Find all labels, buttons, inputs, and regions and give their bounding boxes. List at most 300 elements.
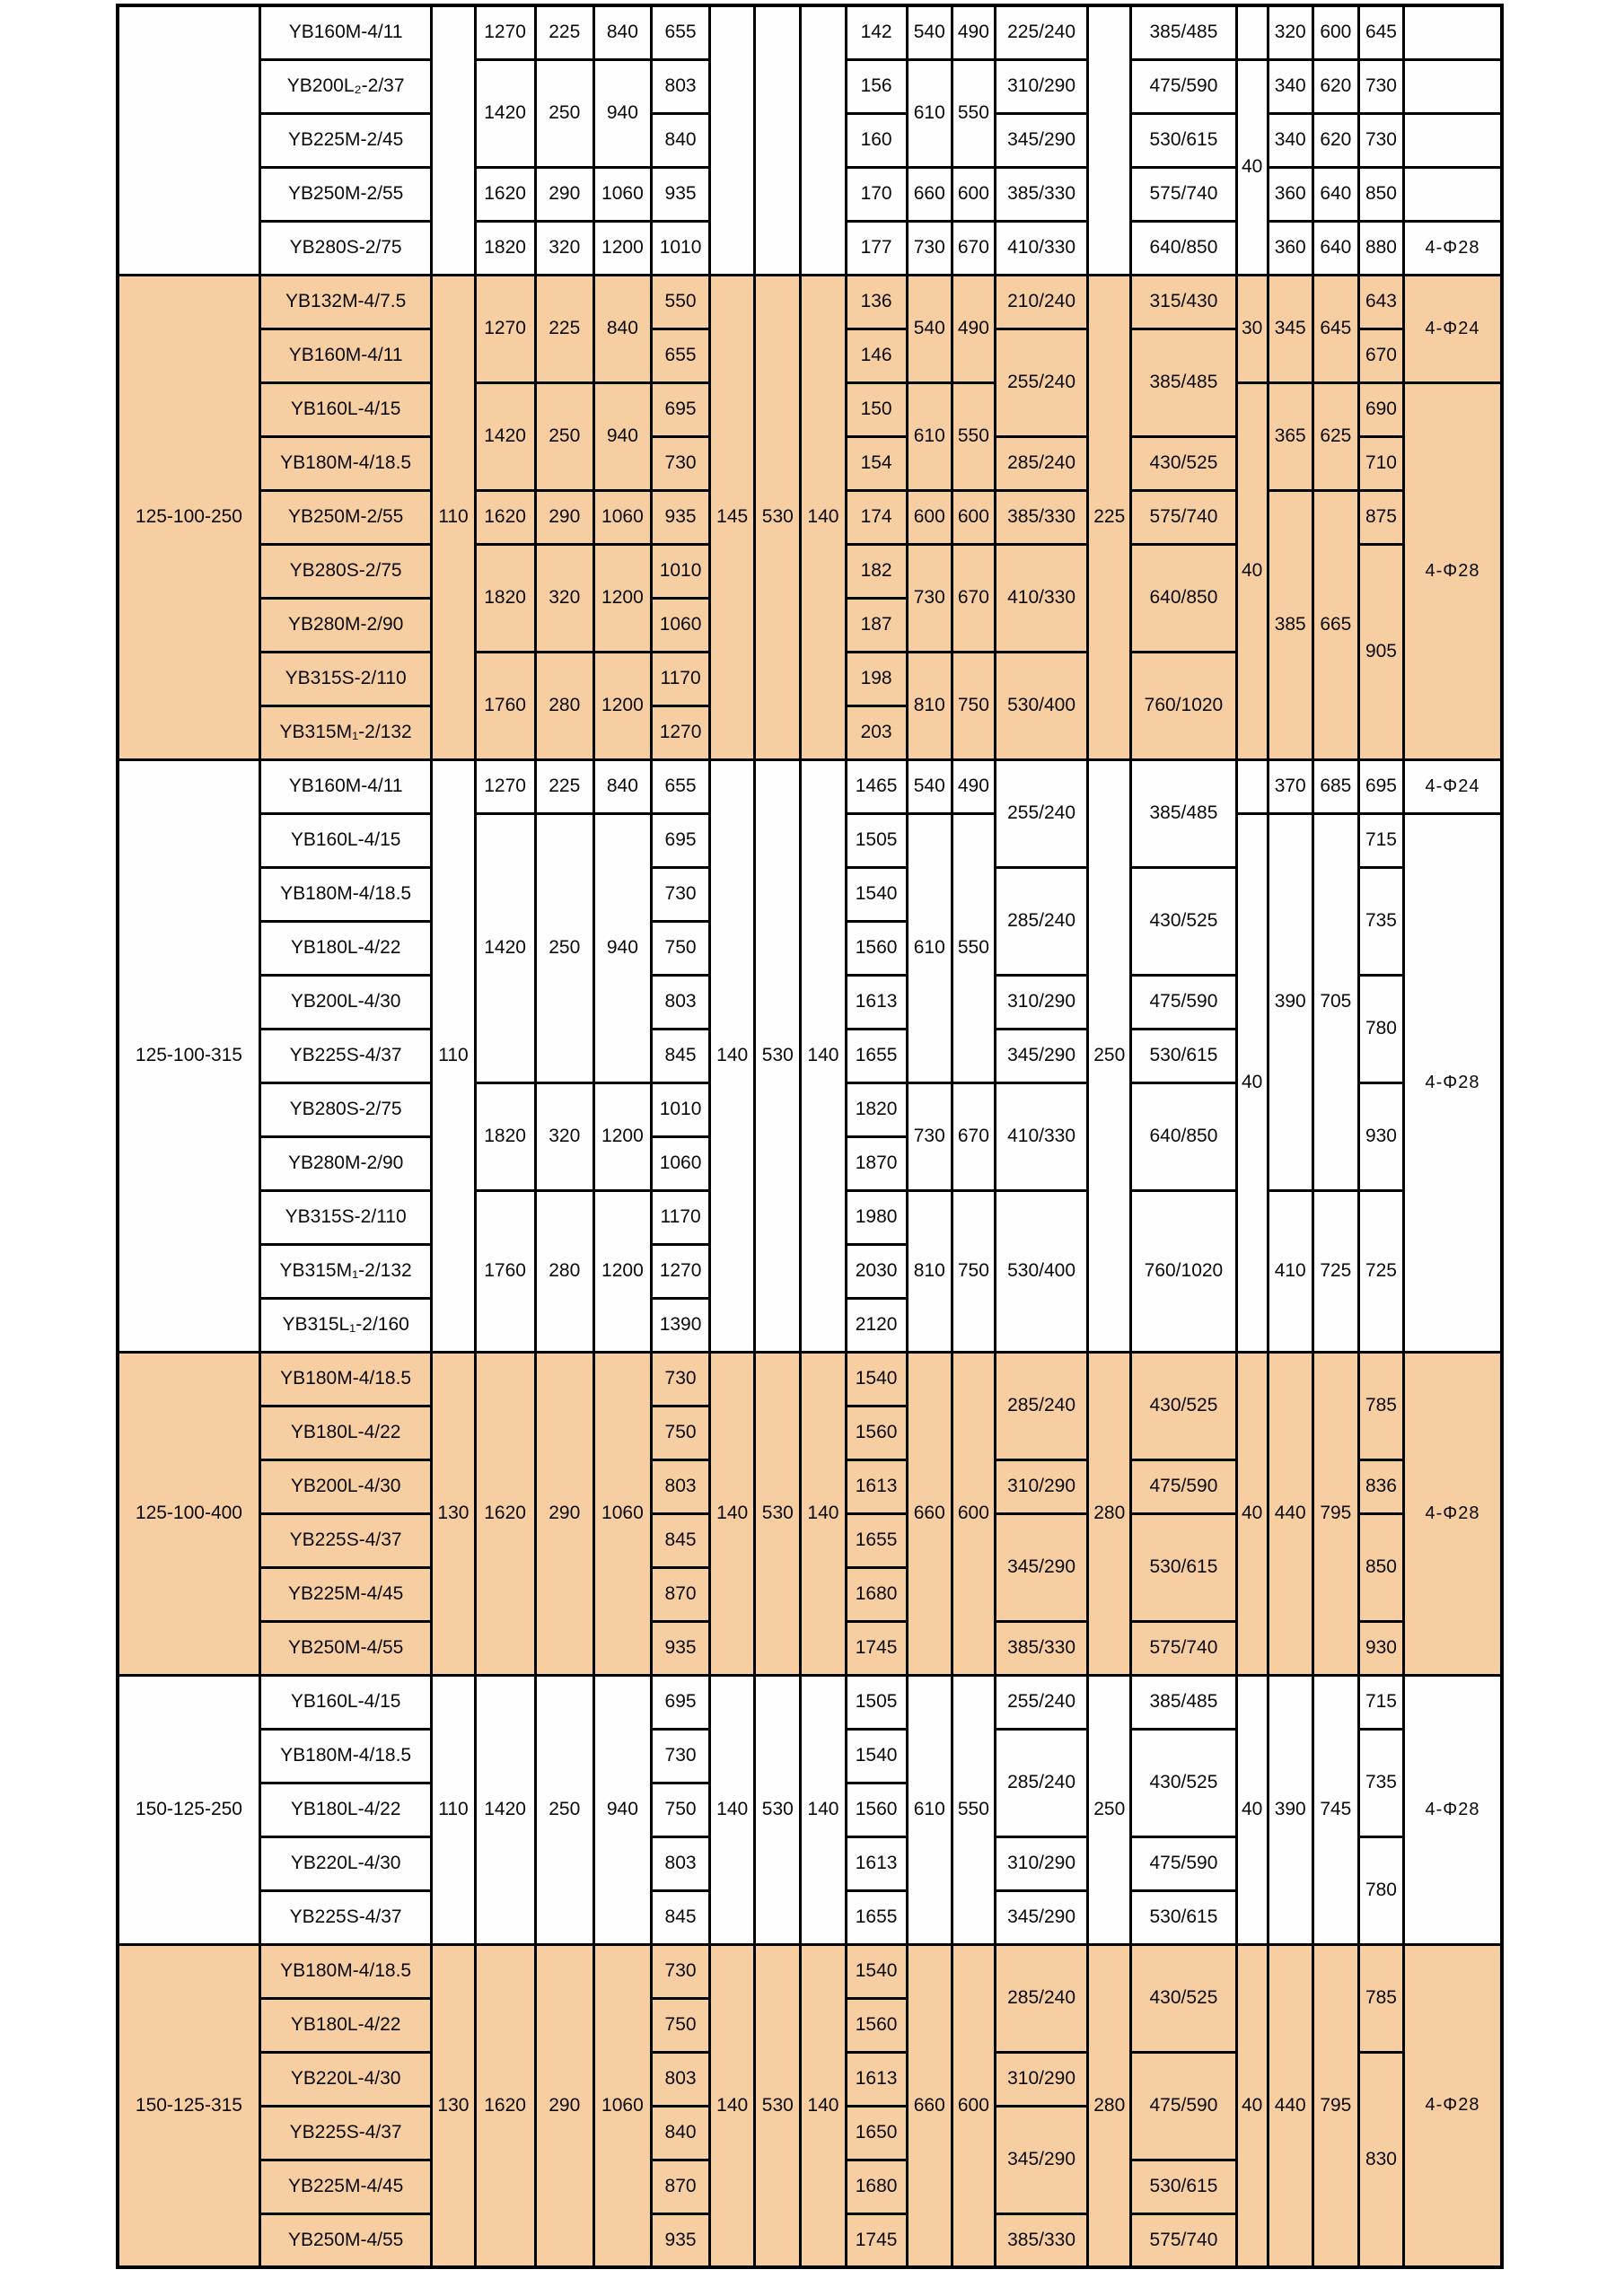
cell-dim-d1: 660 <box>907 1944 952 2267</box>
cell-flange-in: 345/290 <box>995 2106 1087 2213</box>
cell-dim-a2: 725 <box>1312 1190 1358 1352</box>
cell-weight: 1505 <box>846 813 907 867</box>
cell-motor-model: YB180L-4/22 <box>259 1406 431 1459</box>
cell-dim-d1: 540 <box>907 5 952 59</box>
cell-flange-out: 575/740 <box>1131 1621 1236 1675</box>
cell-dim-a3: 780 <box>1358 1836 1403 1944</box>
cell-dim-w: 1270 <box>651 705 709 759</box>
cell-dim-w: 1060 <box>651 598 709 652</box>
cell-bolt-spec: 4-Φ24 <box>1404 759 1502 813</box>
cell-dim-a2: 625 <box>1312 382 1358 490</box>
cell-flange-out: 315/430 <box>1131 275 1236 329</box>
cell-dim-a3: 730 <box>1358 113 1403 167</box>
cell-dim-q: 40 <box>1236 1944 1268 2267</box>
cell-motor-model: YB180M-4/18.5 <box>259 1352 431 1406</box>
cell-dim-a2: 665 <box>1312 490 1358 759</box>
cell-dim-a1: 440 <box>1268 1352 1312 1675</box>
cell-dim-h: 1200 <box>593 221 651 275</box>
cell-dim-b: 280 <box>535 652 593 759</box>
cell-dim-a3: 785 <box>1358 1352 1403 1459</box>
cell-dim-a1: 370 <box>1268 759 1312 813</box>
cell-bolt-spec: 4-Φ28 <box>1404 813 1502 1352</box>
cell-weight: 1820 <box>846 1082 907 1136</box>
cell-dim-w: 1010 <box>651 544 709 598</box>
cell-dim-q: 40 <box>1236 1675 1268 1944</box>
cell-dim-a2: 620 <box>1312 59 1358 113</box>
cell-dim-a2: 795 <box>1312 1944 1358 2267</box>
cell-dim-b: 290 <box>535 490 593 544</box>
cell-dim-w: 840 <box>651 113 709 167</box>
cell-dim-b: 250 <box>535 1675 593 1944</box>
cell-motor-model: YB225M-4/45 <box>259 2160 431 2213</box>
cell-dim-n <box>432 5 475 275</box>
cell-weight: 1680 <box>846 2160 907 2213</box>
cell-weight: 136 <box>846 275 907 329</box>
table-row <box>118 1675 1502 1729</box>
cell-dim-w: 655 <box>651 329 709 382</box>
cell-dim-a1: 390 <box>1268 1675 1312 1944</box>
cell-flange-in: 255/240 <box>995 329 1087 436</box>
cell-dim-d2: 550 <box>952 813 995 1082</box>
cell-flange-in: 310/290 <box>995 59 1087 113</box>
cell-dim-d2: 600 <box>952 490 995 544</box>
cell-motor-model: YB160M-4/11 <box>259 329 431 382</box>
cell-flange-out: 475/590 <box>1131 2052 1236 2160</box>
cell-motor-model: YB280S-2/75 <box>259 544 431 598</box>
cell-flange-in: 310/290 <box>995 1459 1087 1513</box>
cell-dim-a3: 930 <box>1358 1621 1403 1675</box>
cell-weight: 156 <box>846 59 907 113</box>
cell-weight: 1655 <box>846 1029 907 1082</box>
cell-dim-b: 225 <box>535 759 593 813</box>
cell-motor-model: YB160M-4/11 <box>259 5 431 59</box>
cell-weight: 203 <box>846 705 907 759</box>
cell-motor-model: YB160L-4/15 <box>259 1675 431 1729</box>
cell-dim-a3: 725 <box>1358 1190 1403 1352</box>
cell-dim-w: 935 <box>651 1621 709 1675</box>
cell-dim-q: 40 <box>1236 1352 1268 1675</box>
cell-dim-a1: 410 <box>1268 1190 1312 1352</box>
cell-dim-a3: 735 <box>1358 867 1403 975</box>
cell-dim-t: 250 <box>1088 759 1131 1352</box>
cell-flange-out: 475/590 <box>1131 1459 1236 1513</box>
cell-dim-h: 1060 <box>593 1944 651 2267</box>
cell-dim-a3: 785 <box>1358 1944 1403 2052</box>
cell-dim-n: 110 <box>432 759 475 1352</box>
cell-dim-q <box>1236 5 1268 59</box>
cell-bolt-spec: 4-Φ28 <box>1404 1352 1502 1675</box>
cell-dim-a3: 905 <box>1358 544 1403 759</box>
cell-flange-out: 430/525 <box>1131 1944 1236 2052</box>
cell-flange-out: 430/525 <box>1131 867 1236 975</box>
cell-motor-model: YB250M-2/55 <box>259 490 431 544</box>
cell-dim-h: 940 <box>593 1675 651 1944</box>
cell-dim-h: 840 <box>593 759 651 813</box>
cell-dim-t: 280 <box>1088 1944 1131 2267</box>
cell-dim-l: 1620 <box>475 1352 535 1675</box>
cell-bolt-spec <box>1404 5 1502 59</box>
cell-dim-a1: 390 <box>1268 813 1312 1190</box>
cell-dim-m2: 530 <box>755 1352 801 1675</box>
cell-weight: 142 <box>846 5 907 59</box>
cell-motor-model: YB160M-4/11 <box>259 759 431 813</box>
cell-dim-a1: 385 <box>1268 490 1312 759</box>
cell-dim-b: 290 <box>535 167 593 221</box>
cell-weight: 1613 <box>846 1836 907 1890</box>
cell-dim-a3: 730 <box>1358 59 1403 113</box>
cell-dim-a1: 360 <box>1268 167 1312 221</box>
cell-flange-out: 475/590 <box>1131 1836 1236 1890</box>
cell-dim-a3: 836 <box>1358 1459 1403 1513</box>
cell-flange-in: 385/330 <box>995 490 1087 544</box>
cell-weight: 1465 <box>846 759 907 813</box>
cell-flange-in: 345/290 <box>995 1513 1087 1621</box>
cell-dim-h: 840 <box>593 5 651 59</box>
cell-weight: 1540 <box>846 1352 907 1406</box>
cell-weight: 1745 <box>846 1621 907 1675</box>
cell-flange-in: 530/400 <box>995 1190 1087 1352</box>
cell-pump-size: 125-100-250 <box>118 275 259 759</box>
pump-spec-table <box>116 4 1504 2269</box>
cell-dim-d1: 730 <box>907 1082 952 1190</box>
cell-motor-model: YB200L-4/30 <box>259 975 431 1029</box>
cell-dim-w: 935 <box>651 167 709 221</box>
cell-flange-out: 760/1020 <box>1131 652 1236 759</box>
cell-flange-in: 225/240 <box>995 5 1087 59</box>
cell-dim-d2: 600 <box>952 1352 995 1675</box>
cell-weight: 1613 <box>846 2052 907 2106</box>
cell-dim-a1: 360 <box>1268 221 1312 275</box>
cell-motor-model: YB250M-4/55 <box>259 2213 431 2267</box>
cell-motor-model: YB225S-4/37 <box>259 1029 431 1082</box>
cell-dim-b: 320 <box>535 544 593 652</box>
cell-dim-a3: 875 <box>1358 490 1403 544</box>
cell-flange-out: 575/740 <box>1131 490 1236 544</box>
cell-dim-w: 1060 <box>651 1136 709 1190</box>
cell-dim-w: 655 <box>651 5 709 59</box>
cell-dim-l: 1620 <box>475 1944 535 2267</box>
cell-dim-w: 750 <box>651 1406 709 1459</box>
cell-weight: 1540 <box>846 1729 907 1783</box>
cell-weight: 182 <box>846 544 907 598</box>
cell-flange-in: 345/290 <box>995 113 1087 167</box>
cell-bolt-spec <box>1404 59 1502 113</box>
cell-dim-a2: 645 <box>1312 275 1358 382</box>
cell-motor-model: YB280M-2/90 <box>259 598 431 652</box>
cell-dim-b: 250 <box>535 813 593 1082</box>
cell-dim-h: 940 <box>593 59 651 167</box>
cell-dim-l: 1420 <box>475 382 535 490</box>
cell-dim-m2 <box>755 5 801 275</box>
cell-flange-out: 575/740 <box>1131 167 1236 221</box>
cell-dim-a3: 645 <box>1358 5 1403 59</box>
cell-dim-b: 280 <box>535 1190 593 1352</box>
cell-pump-size: 150-125-250 <box>118 1675 259 1944</box>
cell-dim-a2: 685 <box>1312 759 1358 813</box>
cell-dim-a3: 715 <box>1358 1675 1403 1729</box>
cell-weight: 198 <box>846 652 907 705</box>
cell-dim-w: 1010 <box>651 1082 709 1136</box>
table-row <box>118 5 1502 59</box>
cell-dim-h: 840 <box>593 275 651 382</box>
cell-motor-model: YB250M-2/55 <box>259 167 431 221</box>
cell-bolt-spec: 4-Φ24 <box>1404 275 1502 382</box>
cell-flange-out: 530/615 <box>1131 2160 1236 2213</box>
cell-flange-in: 285/240 <box>995 1352 1087 1459</box>
cell-dim-d2: 550 <box>952 1675 995 1944</box>
cell-flange-in: 310/290 <box>995 2052 1087 2106</box>
cell-dim-m3: 140 <box>801 1944 846 2267</box>
cell-dim-l: 1420 <box>475 1675 535 1944</box>
cell-motor-model: YB200L-4/30 <box>259 1459 431 1513</box>
cell-dim-w: 803 <box>651 1836 709 1890</box>
cell-dim-w: 1390 <box>651 1298 709 1352</box>
cell-motor-model: YB250M-4/55 <box>259 1621 431 1675</box>
cell-pump-size: 125-100-315 <box>118 759 259 1352</box>
cell-dim-h: 940 <box>593 813 651 1082</box>
cell-dim-d1: 610 <box>907 59 952 167</box>
table-row <box>118 759 1502 813</box>
cell-dim-d2: 490 <box>952 759 995 813</box>
cell-bolt-spec: 4-Φ28 <box>1404 1675 1502 1944</box>
cell-dim-b: 250 <box>535 59 593 167</box>
cell-dim-m1: 145 <box>710 275 755 759</box>
cell-flange-in: 385/330 <box>995 2213 1087 2267</box>
cell-flange-out: 530/615 <box>1131 1513 1236 1621</box>
cell-dim-h: 1060 <box>593 1352 651 1675</box>
cell-dim-m1 <box>710 5 755 275</box>
cell-dim-d2: 490 <box>952 5 995 59</box>
cell-motor-model: YB180M-4/18.5 <box>259 1944 431 1998</box>
cell-motor-model: YB315M₁-2/132 <box>259 705 431 759</box>
cell-motor-model: YB225S-4/37 <box>259 1890 431 1944</box>
cell-dim-m1: 140 <box>710 1352 755 1675</box>
cell-dim-w: 655 <box>651 759 709 813</box>
cell-motor-model: YB132M-4/7.5 <box>259 275 431 329</box>
cell-motor-model: YB180M-4/18.5 <box>259 1729 431 1783</box>
cell-motor-model: YB180L-4/22 <box>259 1783 431 1836</box>
cell-dim-l: 1820 <box>475 1082 535 1190</box>
cell-dim-m2: 530 <box>755 1675 801 1944</box>
cell-dim-w: 730 <box>651 436 709 490</box>
cell-dim-w: 803 <box>651 975 709 1029</box>
cell-dim-h: 1200 <box>593 544 651 652</box>
cell-dim-l: 1760 <box>475 652 535 759</box>
cell-weight: 187 <box>846 598 907 652</box>
cell-motor-model: YB315S-2/110 <box>259 652 431 705</box>
cell-dim-d2: 600 <box>952 1944 995 2267</box>
cell-dim-a1: 340 <box>1268 113 1312 167</box>
table-row <box>118 1352 1502 1406</box>
cell-dim-b: 250 <box>535 382 593 490</box>
cell-weight: 1560 <box>846 1998 907 2052</box>
cell-dim-h: 1200 <box>593 1190 651 1352</box>
cell-dim-d2: 550 <box>952 59 995 167</box>
cell-weight: 1680 <box>846 1567 907 1621</box>
cell-dim-d1: 660 <box>907 1352 952 1675</box>
cell-dim-w: 935 <box>651 2213 709 2267</box>
cell-flange-out: 475/590 <box>1131 975 1236 1029</box>
cell-dim-n: 130 <box>432 1352 475 1675</box>
cell-weight: 1613 <box>846 975 907 1029</box>
cell-weight: 150 <box>846 382 907 436</box>
cell-flange-out: 430/525 <box>1131 1729 1236 1836</box>
cell-dim-a2: 640 <box>1312 221 1358 275</box>
cell-flange-in: 410/330 <box>995 221 1087 275</box>
cell-dim-l: 1820 <box>475 544 535 652</box>
cell-dim-m1: 140 <box>710 1675 755 1944</box>
cell-dim-l: 1420 <box>475 813 535 1082</box>
cell-dim-n: 110 <box>432 1675 475 1944</box>
cell-dim-q: 40 <box>1236 813 1268 1352</box>
cell-dim-d2: 490 <box>952 275 995 382</box>
cell-dim-d1: 610 <box>907 813 952 1082</box>
table-row <box>118 1944 1502 1998</box>
cell-flange-out: 385/485 <box>1131 5 1236 59</box>
cell-dim-d2: 750 <box>952 1190 995 1352</box>
cell-dim-l: 1270 <box>475 759 535 813</box>
cell-dim-q <box>1236 759 1268 813</box>
cell-dim-l: 1620 <box>475 490 535 544</box>
cell-dim-d2: 670 <box>952 544 995 652</box>
cell-weight: 1870 <box>846 1136 907 1190</box>
cell-weight: 1560 <box>846 921 907 975</box>
cell-flange-in: 410/330 <box>995 544 1087 652</box>
cell-dim-w: 730 <box>651 1352 709 1406</box>
cell-motor-model: YB180M-4/18.5 <box>259 867 431 921</box>
cell-weight: 2030 <box>846 1244 907 1298</box>
cell-flange-in: 310/290 <box>995 1836 1087 1890</box>
cell-motor-model: YB180L-4/22 <box>259 921 431 975</box>
cell-dim-b: 320 <box>535 1082 593 1190</box>
cell-dim-b: 225 <box>535 275 593 382</box>
cell-weight: 1560 <box>846 1406 907 1459</box>
cell-dim-m2: 530 <box>755 1944 801 2267</box>
cell-flange-out: 640/850 <box>1131 221 1236 275</box>
cell-flange-out: 430/525 <box>1131 436 1236 490</box>
cell-weight: 1505 <box>846 1675 907 1729</box>
cell-dim-a1: 345 <box>1268 275 1312 382</box>
cell-dim-w: 1010 <box>651 221 709 275</box>
cell-dim-a2: 705 <box>1312 813 1358 1190</box>
cell-dim-d1: 600 <box>907 490 952 544</box>
cell-dim-w: 695 <box>651 1675 709 1729</box>
cell-pump-size: 125-100-400 <box>118 1352 259 1675</box>
cell-dim-a3: 735 <box>1358 1729 1403 1836</box>
cell-dim-m3: 140 <box>801 275 846 759</box>
cell-bolt-spec: 4-Φ28 <box>1404 221 1502 275</box>
cell-flange-in: 530/400 <box>995 652 1087 759</box>
cell-dim-a3: 930 <box>1358 1082 1403 1190</box>
cell-dim-w: 845 <box>651 1029 709 1082</box>
cell-dim-a1: 320 <box>1268 5 1312 59</box>
cell-dim-m1: 140 <box>710 759 755 1352</box>
cell-dim-d1: 610 <box>907 382 952 490</box>
cell-dim-a3: 830 <box>1358 2052 1403 2267</box>
cell-dim-a3: 670 <box>1358 329 1403 382</box>
cell-weight: 2120 <box>846 1298 907 1352</box>
cell-dim-m3: 140 <box>801 759 846 1352</box>
cell-dim-q: 40 <box>1236 382 1268 759</box>
cell-dim-m3: 140 <box>801 1352 846 1675</box>
cell-motor-model: YB180M-4/18.5 <box>259 436 431 490</box>
cell-dim-m3: 140 <box>801 1675 846 1944</box>
cell-weight: 146 <box>846 329 907 382</box>
cell-dim-d2: 670 <box>952 1082 995 1190</box>
cell-dim-l: 1760 <box>475 1190 535 1352</box>
cell-dim-a2: 795 <box>1312 1352 1358 1675</box>
cell-bolt-spec <box>1404 167 1502 221</box>
cell-dim-w: 695 <box>651 813 709 867</box>
cell-flange-out: 530/615 <box>1131 113 1236 167</box>
cell-dim-d2: 550 <box>952 382 995 490</box>
cell-dim-w: 935 <box>651 490 709 544</box>
cell-dim-a1: 440 <box>1268 1944 1312 2267</box>
cell-dim-w: 803 <box>651 2052 709 2106</box>
cell-flange-in: 285/240 <box>995 867 1087 975</box>
cell-motor-model: YB280S-2/75 <box>259 221 431 275</box>
cell-dim-a1: 340 <box>1268 59 1312 113</box>
cell-motor-model: YB225M-4/45 <box>259 1567 431 1621</box>
cell-weight: 1655 <box>846 1513 907 1567</box>
cell-dim-m3 <box>801 5 846 275</box>
cell-dim-w: 845 <box>651 1513 709 1567</box>
cell-flange-out: 475/590 <box>1131 59 1236 113</box>
cell-dim-w: 750 <box>651 921 709 975</box>
cell-dim-m2: 530 <box>755 275 801 759</box>
cell-flange-out: 385/485 <box>1131 759 1236 867</box>
cell-dim-d1: 810 <box>907 1190 952 1352</box>
cell-weight: 154 <box>846 436 907 490</box>
cell-weight: 170 <box>846 167 907 221</box>
cell-dim-a2: 640 <box>1312 167 1358 221</box>
cell-weight: 1560 <box>846 1783 907 1836</box>
cell-dim-d1: 540 <box>907 275 952 382</box>
cell-flange-in: 345/290 <box>995 1890 1087 1944</box>
cell-motor-model: YB280S-2/75 <box>259 1082 431 1136</box>
cell-flange-in: 285/240 <box>995 1729 1087 1836</box>
cell-dim-a2: 620 <box>1312 113 1358 167</box>
cell-weight: 1980 <box>846 1190 907 1244</box>
cell-dim-w: 750 <box>651 1783 709 1836</box>
cell-dim-w: 550 <box>651 275 709 329</box>
cell-weight: 1650 <box>846 2106 907 2160</box>
cell-flange-out: 760/1020 <box>1131 1190 1236 1352</box>
cell-motor-model: YB220L-4/30 <box>259 1836 431 1890</box>
cell-dim-d1: 540 <box>907 759 952 813</box>
cell-dim-l: 1620 <box>475 167 535 221</box>
cell-dim-d1: 730 <box>907 544 952 652</box>
cell-dim-m1: 140 <box>710 1944 755 2267</box>
cell-dim-q: 30 <box>1236 275 1268 382</box>
cell-dim-m2: 530 <box>755 759 801 1352</box>
table-row <box>118 275 1502 329</box>
cell-flange-in: 310/290 <box>995 975 1087 1029</box>
cell-dim-a3: 850 <box>1358 1513 1403 1621</box>
cell-flange-in: 410/330 <box>995 1082 1087 1190</box>
cell-dim-d2: 670 <box>952 221 995 275</box>
cell-dim-a2: 745 <box>1312 1675 1358 1944</box>
cell-dim-d1: 810 <box>907 652 952 759</box>
cell-flange-out: 530/615 <box>1131 1890 1236 1944</box>
cell-pump-size: 150-125-315 <box>118 1944 259 2267</box>
cell-dim-d2: 750 <box>952 652 995 759</box>
cell-dim-d1: 660 <box>907 167 952 221</box>
cell-bolt-spec <box>1404 113 1502 167</box>
cell-flange-out: 530/615 <box>1131 1029 1236 1082</box>
cell-dim-n: 130 <box>432 1944 475 2267</box>
cell-weight: 177 <box>846 221 907 275</box>
